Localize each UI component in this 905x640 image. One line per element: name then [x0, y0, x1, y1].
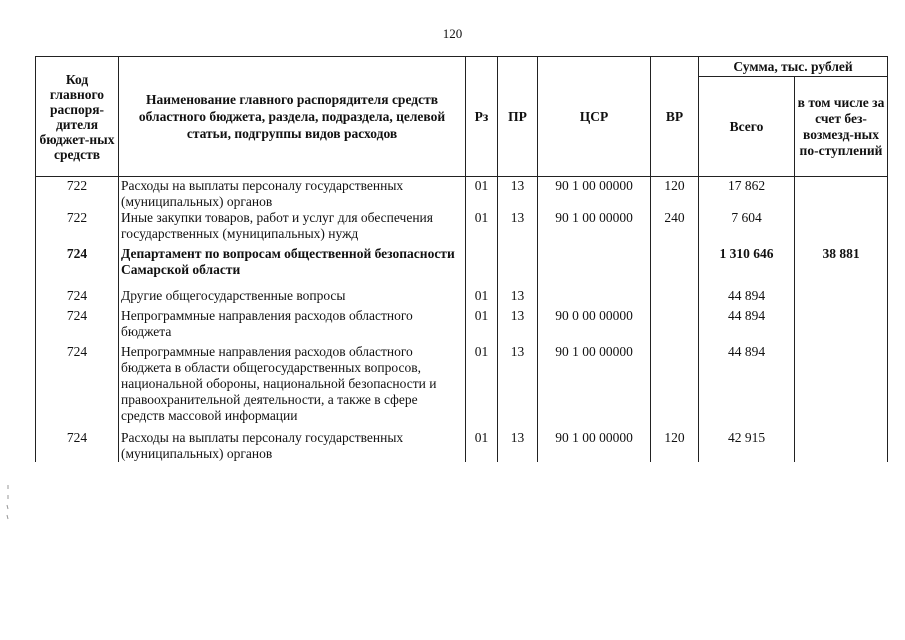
cell-name: Расходы на выплаты персоналу государственных (муниципальных) органов	[119, 430, 466, 462]
header-name: Наименование главного распорядителя средств областного бюджета, раздела, подраздела, целевой статьи, подгруппы видов расходов	[119, 57, 466, 177]
page-number: 120	[442, 26, 463, 41]
header-vr: ВР	[651, 57, 699, 177]
cell-csr	[538, 246, 651, 288]
header-total: Всего	[699, 77, 795, 177]
cell-code: 724	[36, 288, 119, 308]
cell-pr: 13	[498, 308, 538, 344]
cell-name: Другие общегосударственные вопросы	[119, 288, 466, 308]
cell-rz	[466, 246, 498, 288]
cell-vr: 120	[651, 177, 699, 211]
cell-vr: 240	[651, 210, 699, 246]
cell-vr	[651, 344, 699, 430]
cell-including	[795, 344, 888, 430]
cell-name: Расходы на выплаты персоналу государственных (муниципальных) органов	[119, 177, 466, 211]
header-csr: ЦСР	[538, 57, 651, 177]
table-row	[36, 210, 888, 246]
cell-name: Непрограммные направления расходов областного бюджета в области общегосударственных вопросов, национальной обороны, национальной безопасности и правоохранительной деятельности, а также в сфере средств массовой информации	[119, 344, 466, 430]
cell-including	[795, 430, 888, 462]
cell-total: 44 894	[699, 308, 795, 344]
cell-csr: 90 1 00 00000	[538, 177, 651, 211]
cell-csr: 90 1 00 00000	[538, 430, 651, 462]
table-body	[36, 177, 888, 463]
cell-code: 722	[36, 177, 119, 211]
cell-csr	[538, 288, 651, 308]
cell-including: 38 881	[795, 246, 888, 288]
table-row	[36, 177, 888, 211]
cell-name: Иные закупки товаров, работ и услуг для обеспечения государственных (муниципальных) нужд	[119, 210, 466, 246]
cell-csr: 90 1 00 00000	[538, 210, 651, 246]
cell-including	[795, 210, 888, 246]
cell-rz: 01	[466, 210, 498, 246]
table-row	[36, 344, 888, 430]
cell-name: Непрограммные направления расходов областного бюджета	[119, 308, 466, 344]
header-sum-group: Сумма, тыс. рублей	[699, 57, 888, 77]
cell-pr	[498, 246, 538, 288]
cell-code: 724	[36, 344, 119, 430]
budget-table	[35, 56, 888, 462]
cell-including	[795, 177, 888, 211]
header-rz: Рз	[466, 57, 498, 177]
table-row	[36, 246, 888, 288]
cell-rz: 01	[466, 430, 498, 462]
cell-vr	[651, 308, 699, 344]
table-row	[36, 288, 888, 308]
cell-rz: 01	[466, 288, 498, 308]
cell-code: 724	[36, 430, 119, 462]
cell-code: 724	[36, 246, 119, 288]
header-code: Код главного распоря-дителя бюджет-ных средств	[36, 57, 119, 177]
cell-total: 7 604	[699, 210, 795, 246]
table-row	[36, 430, 888, 462]
cell-rz: 01	[466, 344, 498, 430]
cell-total: 1 310 646	[699, 246, 795, 288]
cell-including	[795, 308, 888, 344]
cell-csr: 90 0 00 00000	[538, 308, 651, 344]
table-row	[36, 308, 888, 344]
cell-vr	[651, 246, 699, 288]
cell-total: 17 862	[699, 177, 795, 211]
cell-pr: 13	[498, 288, 538, 308]
cell-vr: 120	[651, 430, 699, 462]
cell-total: 42 915	[699, 430, 795, 462]
cell-rz: 01	[466, 308, 498, 344]
cell-pr: 13	[498, 344, 538, 430]
cell-pr: 13	[498, 430, 538, 462]
cell-vr	[651, 288, 699, 308]
cell-pr: 13	[498, 177, 538, 211]
cell-rz: 01	[466, 177, 498, 211]
cell-code: 724	[36, 308, 119, 344]
cell-total: 44 894	[699, 344, 795, 430]
header-including: в том числе за счет без-возмезд-ных по-ступлений	[795, 77, 888, 177]
cell-total: 44 894	[699, 288, 795, 308]
table-header	[36, 57, 888, 177]
header-pr: ПР	[498, 57, 538, 177]
cell-including	[795, 288, 888, 308]
cell-csr: 90 1 00 00000	[538, 344, 651, 430]
cell-code: 722	[36, 210, 119, 246]
cell-name: Департамент по вопросам общественной безопасности Самарской области	[119, 246, 466, 288]
scan-artifact-mark	[4, 485, 12, 525]
cell-pr: 13	[498, 210, 538, 246]
